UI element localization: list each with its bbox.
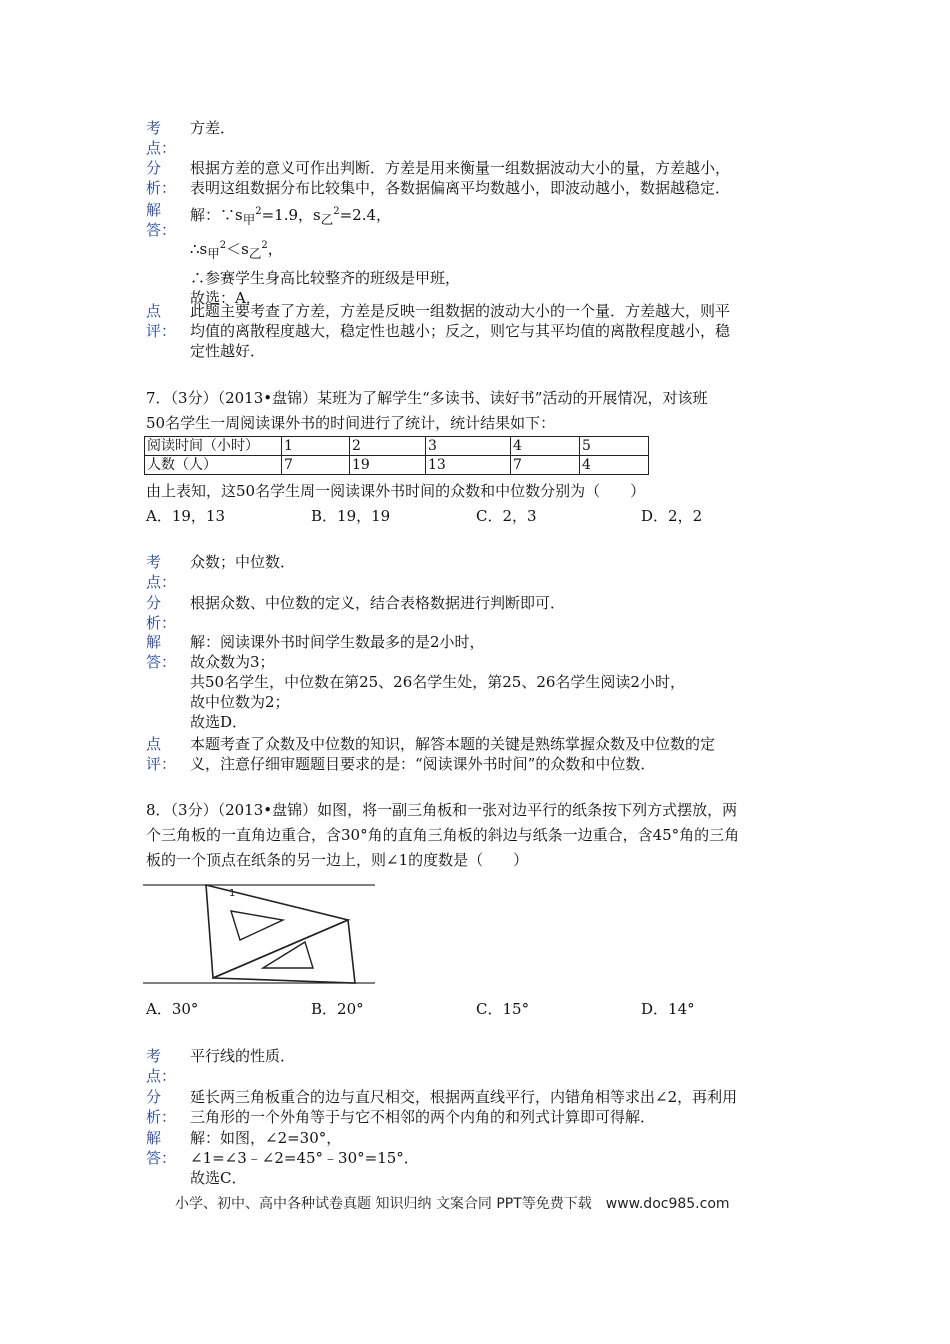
option-b: B．20° — [311, 1000, 364, 1018]
dianping-line: 此题主要考查了方差，方差是反映一组数据的波动大小的一个量．方差越大，则平 — [190, 302, 731, 320]
q8-kaodian — [146, 1046, 826, 1086]
q7-kaodian — [146, 552, 826, 592]
label-fenxi: 分 析： — [146, 1088, 177, 1126]
q6-jieda — [146, 200, 826, 308]
jieda-line: 解：如图，∠2=30°， — [190, 1129, 342, 1147]
q7-after: 由上表知，这50名学生周一阅读课外书时间的众数和中位数分别为（ ） — [146, 482, 646, 500]
option-a: A．30° — [146, 1000, 199, 1018]
option-b: B．19，19 — [311, 507, 391, 525]
label-dianping: 点 评： — [146, 735, 177, 773]
footer-banner: 小学、初中、高中各种试卷真题 知识归纳 文案合同 PPT等免费下载 www.doc985.com — [175, 1196, 730, 1212]
label-jieda: 解 答： — [146, 1129, 177, 1167]
fenxi-line: 表明这组数据分布比较集中，各数据偏离平均数越小，即波动越小，数据越稳定． — [190, 179, 731, 197]
label-fenxi: 分 析： — [146, 159, 177, 197]
kaodian-text: 平行线的性质． — [190, 1047, 296, 1065]
q8-fenxi — [146, 1087, 826, 1127]
fenxi-text: 根据众数、中位数的定义，结合表格数据进行判断即可． — [190, 594, 566, 612]
jieda-line: 共50名学生，中位数在第25、26名学生处，第25、26名学生阅读2小时， — [190, 673, 685, 691]
jieda-line: 故选：A． — [190, 289, 261, 307]
table-row: 人数（人） 7 19 13 7 4 — [145, 456, 649, 475]
q7-fenxi — [146, 593, 826, 633]
q7-jieda — [146, 632, 826, 732]
triangle-ruler-figure — [143, 878, 378, 990]
label-fenxi: 分 析： — [146, 594, 177, 632]
jieda-line-compare: $\therefore s_甲^2<s_乙^2$， — [190, 240, 283, 261]
q6-dianping — [146, 301, 826, 361]
option-d: D．14° — [641, 1000, 695, 1018]
dianping-line: 定性越好． — [190, 342, 266, 360]
kaodian-text: 众数；中位数． — [190, 553, 296, 571]
jieda-line: ∴参赛学生身高比较整齐的班级是甲班， — [190, 269, 461, 287]
label-kaodian: 考 点： — [146, 119, 177, 157]
jieda-line: 故选D． — [190, 713, 248, 731]
option-c: C．2，3 — [476, 507, 537, 525]
q8-stem: 8．（3分）（2013•盘锦）如图，将一副三角板和一张对边平行的纸条按下列方式摆放，两 个三角板的一直角边重合，含30°角的直角三角板的斜边与纸条一边重合，含45°角的三角 板的一个顶点在纸条的另一边上，则∠1的度数是（ ） — [146, 801, 740, 869]
option-a: A．19，13 — [146, 507, 226, 525]
fenxi-line: 延长两三角板重合的边与直尺相交，根据两直线平行，内错角相等求出∠2，再利用 — [190, 1088, 738, 1106]
fenxi-line: 根据方差的意义可作出判断．方差是用来衡量一组数据波动大小的量，方差越小， — [190, 159, 731, 177]
q7-table — [144, 436, 649, 475]
label-kaodian: 考 点： — [146, 1047, 177, 1085]
kaodian-text: 方差． — [190, 119, 236, 137]
table-row: 阅读时间（小时） 1 2 3 4 5 — [145, 437, 649, 456]
jieda-line: ∠1=∠3﹣∠2=45°﹣30°=15°． — [190, 1149, 419, 1167]
jieda-line: 故中位数为2； — [190, 693, 290, 711]
label-jieda: 解 答： — [146, 633, 177, 671]
q6-fenxi — [146, 158, 826, 198]
q7-stem: 7．（3分）（2013•盘锦）某班为了解学生“多读书、读好书”活动的开展情况，对该班 50名学生一周阅读课外书的时间进行了统计，统计结果如下： — [146, 389, 708, 432]
dianping-line: 本题考查了众数及中位数的知识，解答本题的关键是熟练掌握众数及中位数的定 — [190, 735, 716, 753]
jieda-line-variance: 解：$\because s_甲^2=1.9$，$s_乙^2=2.4$， — [190, 206, 392, 227]
dianping-line: 义，注意仔细审题题目要求的是：“阅读课外书时间”的众数和中位数． — [190, 755, 656, 773]
option-c: C．15° — [476, 1000, 530, 1018]
label-dianping: 点 评： — [146, 302, 177, 340]
q6-kaodian — [146, 118, 826, 158]
jieda-line: 故选C． — [190, 1169, 247, 1187]
option-d: D．2，2 — [641, 507, 703, 525]
q8-jieda — [146, 1128, 826, 1188]
dianping-line: 均值的离散程度越大，稳定性也越小；反之，则它与其平均值的离散程度越小，稳 — [190, 322, 731, 340]
q7-dianping — [146, 734, 826, 774]
jieda-line: 故众数为3； — [190, 653, 275, 671]
fenxi-line: 三角形的一个外角等于与它不相邻的两个内角的和列式计算即可得解． — [190, 1108, 656, 1126]
jieda-line: 解：阅读课外书时间学生数最多的是2小时， — [190, 633, 485, 651]
angle-1-label: 1 — [229, 888, 236, 899]
label-kaodian: 考 点： — [146, 553, 177, 591]
label-jieda: 解 答： — [146, 201, 177, 239]
